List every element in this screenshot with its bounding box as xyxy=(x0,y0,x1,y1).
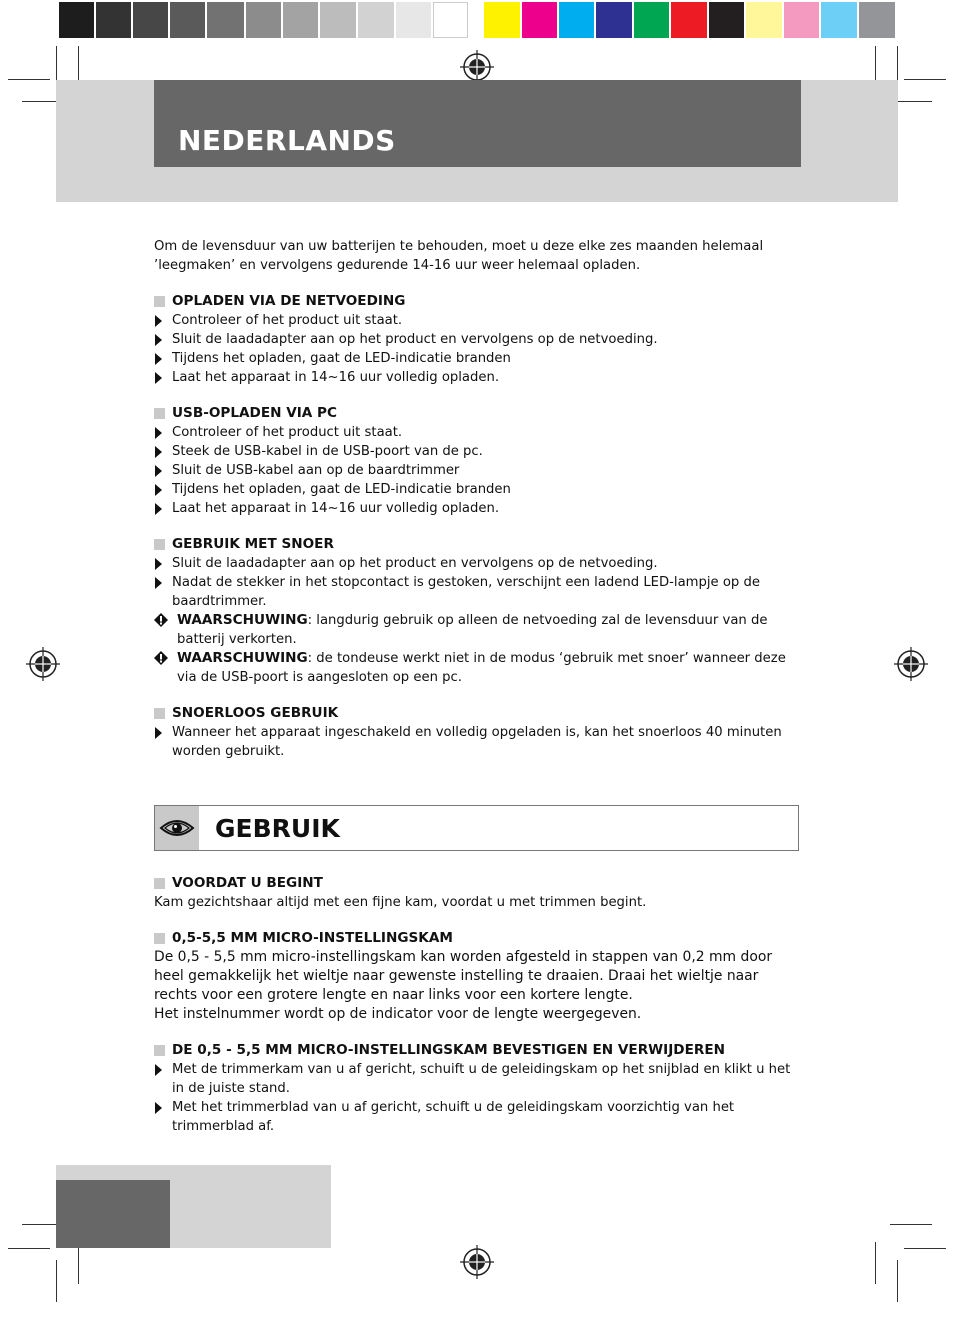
list-item: Tijdens het opladen, gaat de LED-indicatie branden xyxy=(154,349,794,368)
bullet-arrow-icon xyxy=(155,334,162,346)
color-swatch xyxy=(784,2,819,38)
paragraph: Het instelnummer wordt op de indicator voor de lengte weergegeven. xyxy=(154,1006,642,1022)
crop-mark xyxy=(897,1260,898,1302)
list-item: Tijdens het opladen, gaat de LED-indicatie branden xyxy=(154,480,794,499)
bullet-arrow-icon xyxy=(155,427,162,439)
heading-square-icon xyxy=(154,296,165,307)
usage-content xyxy=(154,874,794,1136)
gray-swatch xyxy=(133,2,168,38)
bullet-arrow-icon xyxy=(155,315,162,327)
list-item: Sluit de laadadapter aan op het product en vervolgens op de netvoeding. xyxy=(154,554,794,573)
warning-icon xyxy=(154,613,168,627)
section-heading: USB-OPLADEN VIA PC xyxy=(154,404,794,423)
section-heading: 0,5-5,5 MM MICRO-INSTELLINGSKAM xyxy=(154,929,794,948)
bullet-arrow-icon xyxy=(155,446,162,458)
color-swatch xyxy=(859,2,895,38)
registration-mark-icon xyxy=(460,50,494,84)
crop-mark xyxy=(78,1242,79,1284)
heading-square-icon xyxy=(154,708,165,719)
gray-swatch xyxy=(96,2,131,38)
list-item: Controleer of het product uit staat. xyxy=(154,311,794,330)
heading-square-icon xyxy=(154,933,165,944)
gray-swatch xyxy=(433,2,468,38)
gray-swatch xyxy=(358,2,394,38)
section-heading: GEBRUIK MET SNOER xyxy=(154,535,794,554)
warning-item: WAARSCHUWING: de tondeuse werkt niet in de modus ‘gebruik met snoer’ wanneer deze via de USB-poort is aangesloten op een pc. xyxy=(154,649,794,687)
crop-mark xyxy=(8,1248,50,1249)
bullet-arrow-icon xyxy=(155,465,162,477)
section-title: GEBRUIK xyxy=(215,814,340,843)
bullet-arrow-icon xyxy=(155,484,162,496)
color-swatch xyxy=(634,2,669,38)
color-swatch xyxy=(522,2,557,38)
gray-swatch xyxy=(283,2,318,38)
gray-swatch xyxy=(320,2,356,38)
color-swatch xyxy=(596,2,632,38)
registration-mark-icon xyxy=(894,647,928,681)
heading-square-icon xyxy=(154,1045,165,1056)
bullet-arrow-icon xyxy=(155,1102,162,1114)
crop-mark xyxy=(904,79,946,80)
gray-swatch xyxy=(246,2,281,38)
list-item: Sluit de USB-kabel aan op de baardtrimmer xyxy=(154,461,794,480)
crop-mark xyxy=(890,1224,932,1225)
bullet-arrow-icon xyxy=(155,353,162,365)
eye-icon xyxy=(155,806,199,850)
list-item: Met het trimmerblad van u af gericht, schuift u de geleidingskam voorzichtig van het trimmerblad af. xyxy=(154,1098,794,1136)
list-item: Steek de USB-kabel in de USB-poort van de pc. xyxy=(154,442,794,461)
crop-mark xyxy=(56,1260,57,1302)
color-swatch xyxy=(821,2,857,38)
eye-icon-box xyxy=(155,806,199,850)
gray-swatch xyxy=(396,2,431,38)
section-heading: SNOERLOOS GEBRUIK xyxy=(154,704,794,723)
section-heading: DE 0,5 - 5,5 MM MICRO-INSTELLINGSKAM BEVESTIGEN EN VERWIJDEREN xyxy=(154,1041,794,1060)
gray-swatch xyxy=(170,2,205,38)
bullet-arrow-icon xyxy=(155,503,162,515)
registration-mark-icon xyxy=(26,647,60,681)
bullet-arrow-icon xyxy=(155,727,162,739)
paragraph: De 0,5 - 5,5 mm micro-instellingskam kan worden afgesteld in stappen van 0,2 mm door heel gemakkelijk het wieltje naar gewenste instelling te draaien. Draai het wieltje naar rechts voor een grotere lengte en naar links voor een kortere lengte. xyxy=(154,949,773,1003)
page-title: NEDERLANDS xyxy=(178,124,396,157)
section-heading: VOORDAT U BEGINT xyxy=(154,874,794,893)
list-item: Sluit de laadadapter aan op het product en vervolgens op de netvoeding. xyxy=(154,330,794,349)
color-swatch xyxy=(671,2,707,38)
list-item: Controleer of het product uit staat. xyxy=(154,423,794,442)
color-swatch xyxy=(709,2,744,38)
bullet-arrow-icon xyxy=(155,372,162,384)
heading-square-icon xyxy=(154,878,165,889)
heading-square-icon xyxy=(154,408,165,419)
bullet-arrow-icon xyxy=(155,558,162,570)
heading-square-icon xyxy=(154,539,165,550)
list-item: Nadat de stekker in het stopcontact is gestoken, verschijnt een ladend LED-lampje op de baardtrimmer. xyxy=(154,573,794,611)
crop-mark xyxy=(875,1242,876,1284)
color-swatch xyxy=(559,2,594,38)
registration-mark-icon xyxy=(460,1245,494,1279)
list-item: Laat het apparaat in 14~16 uur volledig opladen. xyxy=(154,499,794,518)
page-number-box xyxy=(56,1180,170,1248)
title-box xyxy=(154,80,801,167)
warning-icon xyxy=(154,651,168,665)
color-swatch xyxy=(484,2,520,38)
warning-item: WAARSCHUWING: langdurig gebruik op alleen de netvoeding zal de levensduur van de batterij verkorten. xyxy=(154,611,794,649)
list-item: Laat het apparaat in 14~16 uur volledig opladen. xyxy=(154,368,794,387)
color-swatch xyxy=(746,2,782,38)
list-item: Wanneer het apparaat ingeschakeld en volledig opgeladen is, kan het snoerloos 40 minuten worden gebruikt. xyxy=(154,723,794,761)
gray-swatch xyxy=(207,2,244,38)
paragraph: Kam gezichtshaar altijd met een fijne kam, voordat u met trimmen begint. xyxy=(154,895,647,910)
gebruik-header xyxy=(154,805,799,851)
bullet-arrow-icon xyxy=(155,1064,162,1076)
bullet-arrow-icon xyxy=(155,577,162,589)
crop-mark xyxy=(8,79,50,80)
list-item: Met de trimmerkam van u af gericht, schuift u de geleidingskam op het snijblad en klikt u het in de juiste stand. xyxy=(154,1060,794,1098)
section-heading: OPLADEN VIA DE NETVOEDING xyxy=(154,292,794,311)
intro-text: Om de levensduur van uw batterijen te behouden, moet u deze elke zes maanden helemaal ’leegmaken’ en vervolgens gedurende 14-16 uur weer helemaal opladen. xyxy=(154,239,764,273)
crop-mark xyxy=(904,1248,946,1249)
gray-swatch xyxy=(59,2,94,38)
main-content xyxy=(154,237,794,761)
